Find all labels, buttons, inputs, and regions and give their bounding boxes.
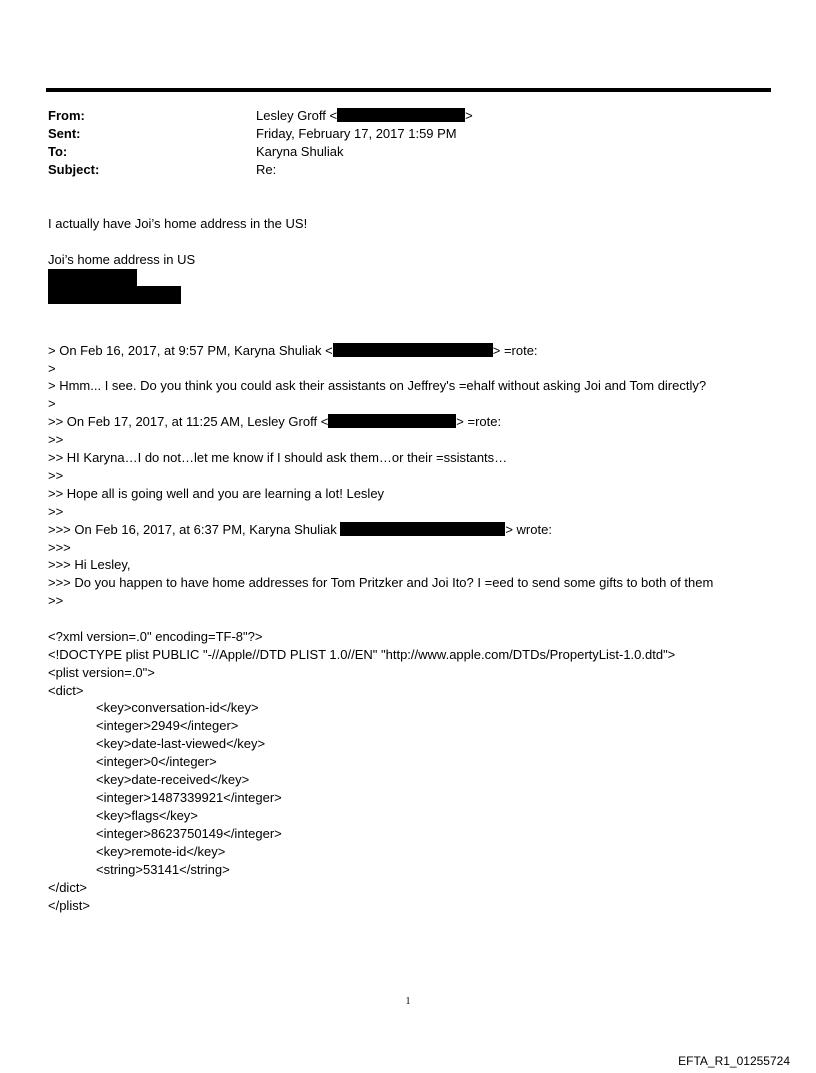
thread-line xyxy=(48,413,501,431)
thread-line xyxy=(48,521,552,539)
to-value: Karyna Shuliak xyxy=(256,144,344,159)
plist-line: <integer>0</integer> xyxy=(96,754,217,769)
plist-line: <key>remote-id</key> xyxy=(96,844,226,859)
bates-number: EFTA_R1_01255724 xyxy=(678,1054,790,1068)
redaction-box xyxy=(337,108,465,122)
from-label: From: xyxy=(48,108,85,123)
thread-line: >> xyxy=(48,432,64,447)
to-label: To: xyxy=(48,144,68,159)
thread-line-text: >>> On Feb 16, 2017, at 6:37 PM, Karyna Shuliak xyxy=(48,522,341,537)
sent-value: Friday, February 17, 2017 1:59 PM xyxy=(256,126,457,141)
thread-line: >> Hope all is going well and you are learning a lot! Lesley xyxy=(48,486,385,501)
plist-line: <plist version=.0"> xyxy=(48,665,155,680)
thread-line: >> xyxy=(48,468,64,483)
thread-line-text: >> On Feb 17, 2017, at 11:25 AM, Lesley Groff < xyxy=(48,414,329,429)
plist-line: <integer>1487339921</integer> xyxy=(96,790,282,805)
thread-line: >> HI Karyna…I do not…let me know if I should ask them…or their =ssistants… xyxy=(48,450,508,465)
thread-line: >>> Do you happen to have home addresses for Tom Pritzker and Joi Ito? I =eed to send some gifts to both of them xyxy=(48,575,714,590)
body-line: I actually have Joi’s home address in the US! xyxy=(48,216,308,231)
thread-line xyxy=(48,342,538,360)
thread-line: >>> xyxy=(48,540,71,555)
plist-line: <key>flags</key> xyxy=(96,808,198,823)
thread-line: >> xyxy=(48,593,64,608)
redaction-box xyxy=(48,286,181,304)
plist-line: <dict> xyxy=(48,683,84,698)
plist-line: </plist> xyxy=(48,898,90,913)
plist-line: <key>date-received</key> xyxy=(96,772,250,787)
plist-line: <integer>2949</integer> xyxy=(96,718,239,733)
page-number: 1 xyxy=(405,996,411,1007)
thread-line-text: > =rote: xyxy=(492,343,538,358)
header-rule xyxy=(46,88,771,92)
plist-line: <integer>8623750149</integer> xyxy=(96,826,282,841)
body-line: Joi’s home address in US xyxy=(48,252,196,267)
from-close: > xyxy=(465,108,473,123)
from-name: Lesley Groff < xyxy=(256,108,338,123)
subject-label: Subject: xyxy=(48,162,100,177)
redaction-box xyxy=(328,414,456,428)
thread-line: > Hmm... I see. Do you think you could ask their assistants on Jeffrey's =ehalf without asking Joi and Tom directly? xyxy=(48,378,707,393)
thread-line-text: > wrote: xyxy=(505,522,552,537)
plist-line: <string>53141</string> xyxy=(96,862,230,877)
sent-label: Sent: xyxy=(48,126,81,141)
thread-line: > xyxy=(48,361,56,376)
plist-line: <key>conversation-id</key> xyxy=(96,700,259,715)
thread-line-text: > On Feb 16, 2017, at 9:57 PM, Karyna Shuliak < xyxy=(48,343,333,358)
plist-line: <?xml version=.0" encoding=TF-8"?> xyxy=(48,629,263,644)
redaction-box xyxy=(333,343,493,357)
plist-line: </dict> xyxy=(48,880,88,895)
redaction-box xyxy=(48,269,137,286)
thread-line: >>> Hi Lesley, xyxy=(48,557,131,572)
thread-line-text: > =rote: xyxy=(456,414,502,429)
subject-value: Re: xyxy=(256,162,277,177)
plist-line: <!DOCTYPE plist PUBLIC "-//Apple//DTD PLIST 1.0//EN" "http://www.apple.com/DTDs/PropertyList-1.0.dtd"> xyxy=(48,647,676,662)
thread-line: >> xyxy=(48,504,64,519)
redaction-box xyxy=(340,522,505,536)
plist-line: <key>date-last-viewed</key> xyxy=(96,736,266,751)
from-value xyxy=(256,107,473,125)
thread-line: > xyxy=(48,396,56,411)
